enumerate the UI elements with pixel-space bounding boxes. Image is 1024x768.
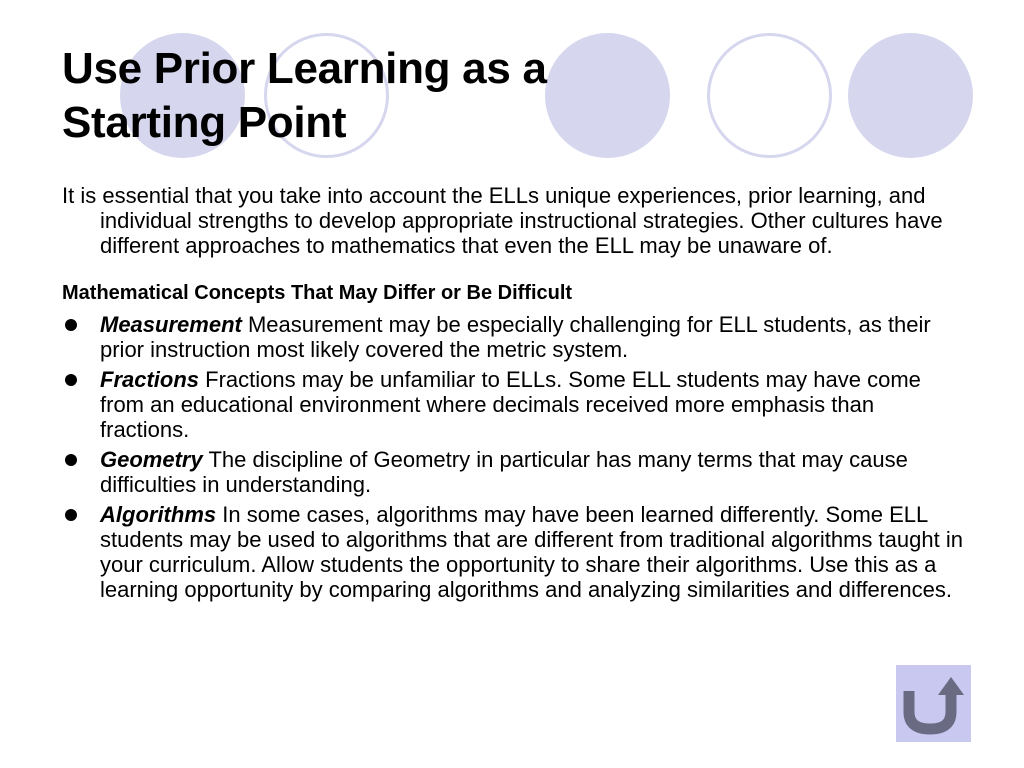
slide-title-line-1: Use Prior Learning as a	[62, 44, 547, 93]
return-button[interactable]	[896, 665, 971, 742]
slide-body	[62, 183, 967, 607]
concept-term: Measurement	[100, 312, 242, 337]
concept-list	[62, 312, 967, 602]
concept-term: Geometry	[100, 447, 203, 472]
decorative-circle-5	[848, 33, 973, 158]
concept-description: The discipline of Geometry in particular has many terms that may cause difficulties in understanding.	[100, 447, 908, 497]
concept-item-geometry	[62, 447, 967, 497]
concept-item-measurement	[62, 312, 967, 362]
concept-item-fractions	[62, 367, 967, 442]
bullet-dot-icon	[65, 374, 77, 386]
concept-description: In some cases, algorithms may have been learned differently. Some ELL students may be used to algorithms that are different from traditional algorithms taught in your curriculum. Allow students the opportunity to share their algorithms. Use this as a learning opportunity by comparing algorithms and analyzing similarities and differences.	[100, 502, 963, 602]
bullet-dot-icon	[65, 454, 77, 466]
decorative-circle-4	[707, 33, 832, 158]
slide-title-line-2: Starting Point	[62, 98, 347, 147]
slide-title	[62, 42, 547, 150]
section-heading: Mathematical Concepts That May Differ or Be Difficult	[62, 282, 573, 304]
bullet-dot-icon	[65, 319, 77, 331]
decorative-circle-3	[545, 33, 670, 158]
concept-term: Algorithms	[100, 502, 217, 527]
concept-item-algorithms	[62, 502, 967, 602]
concept-description: Fractions may be unfamiliar to ELLs. Some ELL students may have come from an educational environment where decimals received more emphasis than fractions.	[100, 367, 921, 442]
concept-term: Fractions	[100, 367, 200, 392]
concept-description: Measurement may be especially challenging for ELL students, as their prior instruction most likely covered the metric system.	[100, 312, 931, 362]
bullet-dot-icon	[65, 509, 77, 521]
return-arrow-icon	[896, 665, 971, 742]
intro-paragraph: It is essential that you take into account the ELLs unique experiences, prior learning, and individual strengths to develop appropriate instructional strategies. Other cultures have different approaches to mathematics that even the ELL may be unaware of.	[62, 183, 943, 258]
